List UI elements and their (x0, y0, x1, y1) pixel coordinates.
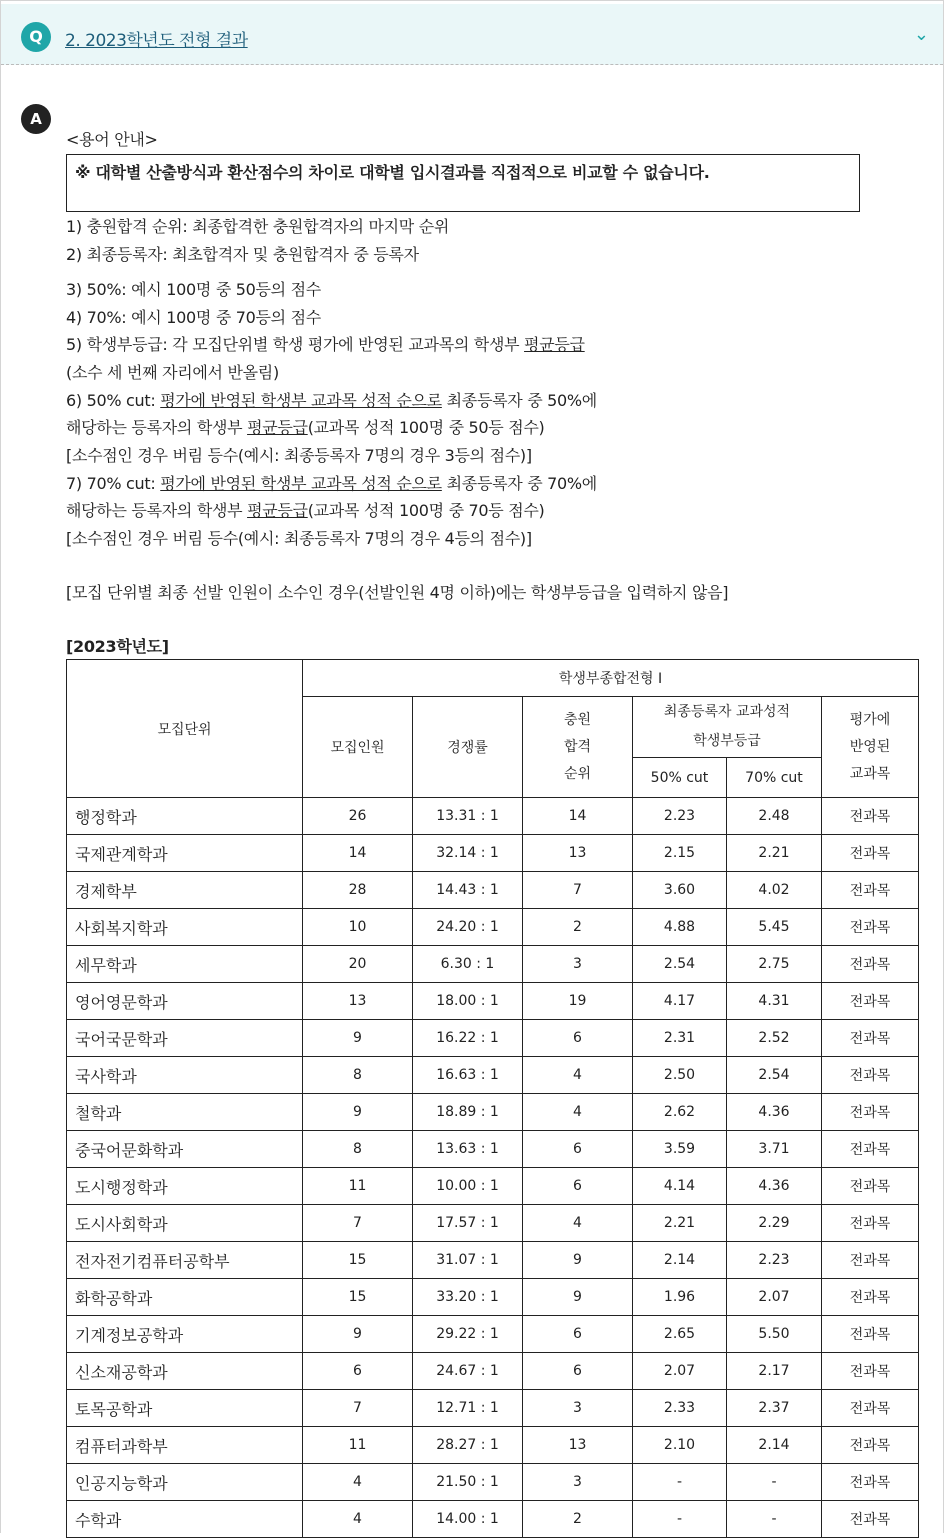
unit-name-cell: 국어국문학과 (67, 1020, 303, 1057)
count-cell: 4 (303, 1501, 413, 1538)
term-6 (66, 388, 597, 411)
table-row (67, 1279, 919, 1316)
rank-cell: 2 (523, 1501, 633, 1538)
unit-name-cell: 철학과 (67, 1094, 303, 1131)
count-cell: 4 (303, 1464, 413, 1501)
count-cell: 9 (303, 1020, 413, 1057)
rate-cell: 16.22 : 1 (413, 1020, 523, 1057)
cut-50-cell: 2.07 (633, 1353, 727, 1390)
t: 합격 (563, 738, 592, 755)
text: 최종등록자 중 70%에 (441, 474, 597, 493)
rank-cell: 14 (523, 798, 633, 835)
cut-70-cell: 5.50 (727, 1316, 822, 1353)
table-row (67, 1205, 919, 1242)
table-row (67, 909, 919, 946)
cut-50-cell: 2.14 (633, 1242, 727, 1279)
cut-70-cell: - (727, 1501, 822, 1538)
cut-50-cell: - (633, 1501, 727, 1538)
cut-70-cell: 2.75 (727, 946, 822, 983)
cut-70-cell: - (727, 1464, 822, 1501)
text: 최종등록자 중 50%에 (441, 391, 597, 410)
table-row (67, 798, 919, 835)
cut-70-cell: 3.71 (727, 1131, 822, 1168)
results-table (66, 659, 919, 1538)
question-header[interactable] (1, 4, 943, 65)
rank-cell: 13 (523, 1427, 633, 1464)
table-row (67, 835, 919, 872)
rate-cell: 13.31 : 1 (413, 798, 523, 835)
text: 6) 50% cut: (66, 391, 161, 410)
cut-70-cell: 5.45 (727, 909, 822, 946)
small-unit-note: [모집 단위별 최종 선발 인원이 소수인 경우(선발인원 4명 이하)에는 학생부등급을 입력하지 않음] (66, 583, 729, 602)
count-cell: 8 (303, 1131, 413, 1168)
header-50cut: 50% cut (633, 758, 727, 798)
table-row (67, 1242, 919, 1279)
question-icon: Q (21, 22, 51, 52)
rate-cell: 18.00 : 1 (413, 983, 523, 1020)
rate-cell: 17.57 : 1 (413, 1205, 523, 1242)
rate-cell: 14.00 : 1 (413, 1501, 523, 1538)
underlined-text: 평가에 반영된 학생부 교과목 성적 순으로 (160, 391, 442, 410)
subjects-cell: 전과목 (822, 946, 919, 983)
header-rate: 경쟁률 (413, 697, 523, 798)
table-row (67, 1353, 919, 1390)
table-row (67, 1020, 919, 1057)
term-1: 1) 충원합격 순위: 최종합격한 충원합격자의 마지막 순위 (66, 217, 450, 236)
header-rank (523, 697, 633, 798)
cut-70-cell: 2.21 (727, 835, 822, 872)
rank-cell: 13 (523, 835, 633, 872)
underlined-text: 평균등급 (247, 501, 308, 520)
count-cell: 20 (303, 946, 413, 983)
t: 순위 (563, 765, 592, 782)
unit-name-cell: 영어영문학과 (67, 983, 303, 1020)
rate-cell: 32.14 : 1 (413, 835, 523, 872)
unit-name-cell: 전자전기컴퓨터공학부 (67, 1242, 303, 1279)
rank-cell: 9 (523, 1242, 633, 1279)
subjects-cell: 전과목 (822, 872, 919, 909)
cut-70-cell: 2.23 (727, 1242, 822, 1279)
notice-text: ※ 대학별 산출방식과 환산점수의 차이로 대학별 입시결과를 직접적으로 비교할 수 없습니다. (75, 163, 710, 182)
cut-50-cell: 2.65 (633, 1316, 727, 1353)
subjects-cell: 전과목 (822, 909, 919, 946)
guide-heading: <용어 안내> (66, 130, 158, 149)
unit-name-cell: 사회복지학과 (67, 909, 303, 946)
unit-name-cell: 세무학과 (67, 946, 303, 983)
count-cell: 15 (303, 1242, 413, 1279)
t: 학생부등급 (693, 733, 761, 749)
rate-cell: 10.00 : 1 (413, 1168, 523, 1205)
cut-50-cell: 2.50 (633, 1057, 727, 1094)
rank-cell: 6 (523, 1353, 633, 1390)
text: 5) 학생부등급: 각 모집단위별 학생 평가에 반영된 교과목의 학생부 (66, 335, 525, 354)
rank-cell: 4 (523, 1205, 633, 1242)
count-cell: 15 (303, 1279, 413, 1316)
count-cell: 28 (303, 872, 413, 909)
unit-name-cell: 인공지능학과 (67, 1464, 303, 1501)
table-row (67, 1057, 919, 1094)
cut-50-cell: 2.31 (633, 1020, 727, 1057)
subjects-cell: 전과목 (822, 1094, 919, 1131)
cut-70-cell: 2.48 (727, 798, 822, 835)
term-5-note: (소수 세 번째 자리에서 반올림) (66, 363, 279, 382)
cut-70-cell: 2.54 (727, 1057, 822, 1094)
cut-50-cell: 3.60 (633, 872, 727, 909)
count-cell: 13 (303, 983, 413, 1020)
term-6-note: [소수점인 경우 버림 등수(예시: 최종등록자 7명의 경우 3등의 점수)] (66, 446, 532, 465)
rate-cell: 16.63 : 1 (413, 1057, 523, 1094)
text: 해당하는 등록자의 학생부 (66, 418, 248, 437)
rate-cell: 6.30 : 1 (413, 946, 523, 983)
table-row (67, 946, 919, 983)
subjects-cell: 전과목 (822, 1020, 919, 1057)
rank-cell: 6 (523, 1020, 633, 1057)
cut-70-cell: 4.36 (727, 1094, 822, 1131)
year-label: [2023학년도] (66, 637, 169, 656)
subjects-cell: 전과목 (822, 1390, 919, 1427)
rate-cell: 29.22 : 1 (413, 1316, 523, 1353)
count-cell: 11 (303, 1168, 413, 1205)
table-row (67, 872, 919, 909)
unit-name-cell: 토목공학과 (67, 1390, 303, 1427)
cut-50-cell: 4.14 (633, 1168, 727, 1205)
rank-cell: 6 (523, 1131, 633, 1168)
cut-50-cell: 2.10 (633, 1427, 727, 1464)
unit-name-cell: 경제학부 (67, 872, 303, 909)
count-cell: 26 (303, 798, 413, 835)
subjects-cell: 전과목 (822, 1131, 919, 1168)
cut-70-cell: 2.17 (727, 1353, 822, 1390)
subjects-cell: 전과목 (822, 1501, 919, 1538)
question-title-link[interactable]: 2. 2023학년도 전형 결과 (65, 31, 248, 51)
underlined-text: 평균등급 (247, 418, 308, 437)
term-2: 2) 최종등록자: 최초합격자 및 충원합격자 중 등록자 (66, 245, 419, 264)
unit-name-cell: 국제관계학과 (67, 835, 303, 872)
subjects-cell: 전과목 (822, 1353, 919, 1390)
t: 최종등록자 교과성적 (663, 704, 791, 720)
underlined-text: 평균등급 (524, 335, 585, 354)
subjects-cell: 전과목 (822, 1464, 919, 1501)
underlined-text: 평가에 반영된 학생부 교과목 성적 순으로 (160, 474, 442, 493)
count-cell: 9 (303, 1094, 413, 1131)
unit-name-cell: 국사학과 (67, 1057, 303, 1094)
rate-cell: 31.07 : 1 (413, 1242, 523, 1279)
unit-name-cell: 수학과 (67, 1501, 303, 1538)
rate-cell: 21.50 : 1 (413, 1464, 523, 1501)
table-row (67, 1427, 919, 1464)
unit-name-cell: 행정학과 (67, 798, 303, 835)
rank-cell: 3 (523, 946, 633, 983)
term-4: 4) 70%: 예시 100명 중 70등의 점수 (66, 308, 321, 327)
cut-70-cell: 2.07 (727, 1279, 822, 1316)
rate-cell: 24.20 : 1 (413, 909, 523, 946)
subjects-cell: 전과목 (822, 1279, 919, 1316)
rank-cell: 4 (523, 1094, 633, 1131)
count-cell: 6 (303, 1353, 413, 1390)
subjects-cell: 전과목 (822, 1205, 919, 1242)
count-cell: 9 (303, 1316, 413, 1353)
count-cell: 11 (303, 1427, 413, 1464)
subjects-cell: 전과목 (822, 835, 919, 872)
unit-name-cell: 도시사회학과 (67, 1205, 303, 1242)
rate-cell: 28.27 : 1 (413, 1427, 523, 1464)
cut-50-cell: 3.59 (633, 1131, 727, 1168)
t: 평가에 (849, 711, 891, 728)
chevron-down-icon[interactable]: ⌄ (913, 24, 929, 45)
header-subjects (822, 697, 919, 798)
table-row (67, 983, 919, 1020)
term-7-cont (66, 498, 544, 521)
t: 반영된 (849, 738, 891, 755)
rate-cell: 12.71 : 1 (413, 1390, 523, 1427)
t: 교과목 (849, 765, 891, 782)
unit-name-cell: 컴퓨터과학부 (67, 1427, 303, 1464)
count-cell: 7 (303, 1205, 413, 1242)
term-6-cont (66, 415, 544, 438)
subjects-cell: 전과목 (822, 1057, 919, 1094)
cut-70-cell: 2.52 (727, 1020, 822, 1057)
rank-cell: 6 (523, 1316, 633, 1353)
rank-cell: 2 (523, 909, 633, 946)
rate-cell: 24.67 : 1 (413, 1353, 523, 1390)
table-row (67, 1131, 919, 1168)
cut-50-cell: - (633, 1464, 727, 1501)
rank-cell: 9 (523, 1279, 633, 1316)
cut-50-cell: 1.96 (633, 1279, 727, 1316)
cut-50-cell: 4.17 (633, 983, 727, 1020)
unit-name-cell: 기계정보공학과 (67, 1316, 303, 1353)
subjects-cell: 전과목 (822, 1242, 919, 1279)
term-7 (66, 471, 597, 494)
count-cell: 8 (303, 1057, 413, 1094)
cut-50-cell: 2.21 (633, 1205, 727, 1242)
cut-70-cell: 2.14 (727, 1427, 822, 1464)
term-3: 3) 50%: 예시 100명 중 50등의 점수 (66, 280, 321, 299)
rank-cell: 3 (523, 1464, 633, 1501)
rate-cell: 33.20 : 1 (413, 1279, 523, 1316)
rate-cell: 13.63 : 1 (413, 1131, 523, 1168)
text: 해당하는 등록자의 학생부 (66, 501, 248, 520)
term-5 (66, 332, 585, 355)
text: (교과목 성적 100명 중 50등 점수) (307, 418, 545, 437)
rate-cell: 14.43 : 1 (413, 872, 523, 909)
rate-cell: 18.89 : 1 (413, 1094, 523, 1131)
text: 7) 70% cut: (66, 474, 161, 493)
rank-cell: 19 (523, 983, 633, 1020)
cut-50-cell: 2.15 (633, 835, 727, 872)
table-row (67, 1094, 919, 1131)
rank-cell: 6 (523, 1168, 633, 1205)
subjects-cell: 전과목 (822, 1427, 919, 1464)
cut-70-cell: 4.02 (727, 872, 822, 909)
text: (교과목 성적 100명 중 70등 점수) (307, 501, 545, 520)
unit-name-cell: 화학공학과 (67, 1279, 303, 1316)
cut-70-cell: 2.29 (727, 1205, 822, 1242)
cut-50-cell: 2.33 (633, 1390, 727, 1427)
table-row (67, 1316, 919, 1353)
subjects-cell: 전과목 (822, 798, 919, 835)
table-row (67, 1168, 919, 1205)
cut-70-cell: 4.31 (727, 983, 822, 1020)
unit-name-cell: 도시행정학과 (67, 1168, 303, 1205)
t: 충원 (563, 711, 592, 728)
unit-name-cell: 중국어문화학과 (67, 1131, 303, 1168)
answer-icon: A (21, 104, 51, 134)
notice-box (66, 154, 860, 212)
term-7-note: [소수점인 경우 버림 등수(예시: 최종등록자 7명의 경우 4등의 점수)] (66, 529, 532, 548)
cut-50-cell: 2.62 (633, 1094, 727, 1131)
rank-cell: 4 (523, 1057, 633, 1094)
count-cell: 7 (303, 1390, 413, 1427)
cut-70-cell: 4.36 (727, 1168, 822, 1205)
header-count: 모집인원 (303, 697, 413, 798)
cut-50-cell: 2.54 (633, 946, 727, 983)
table-row (67, 1390, 919, 1427)
cut-50-cell: 2.23 (633, 798, 727, 835)
header-70cut: 70% cut (727, 758, 822, 798)
header-unit: 모집단위 (67, 660, 303, 798)
header-type: 학생부종합전형 I (303, 660, 919, 697)
cut-70-cell: 2.37 (727, 1390, 822, 1427)
rank-cell: 7 (523, 872, 633, 909)
rank-cell: 3 (523, 1390, 633, 1427)
table-row (67, 1464, 919, 1501)
subjects-cell: 전과목 (822, 1316, 919, 1353)
count-cell: 10 (303, 909, 413, 946)
count-cell: 14 (303, 835, 413, 872)
header-grade (633, 697, 822, 758)
subjects-cell: 전과목 (822, 1168, 919, 1205)
unit-name-cell: 신소재공학과 (67, 1353, 303, 1390)
subjects-cell: 전과목 (822, 983, 919, 1020)
cut-50-cell: 4.88 (633, 909, 727, 946)
